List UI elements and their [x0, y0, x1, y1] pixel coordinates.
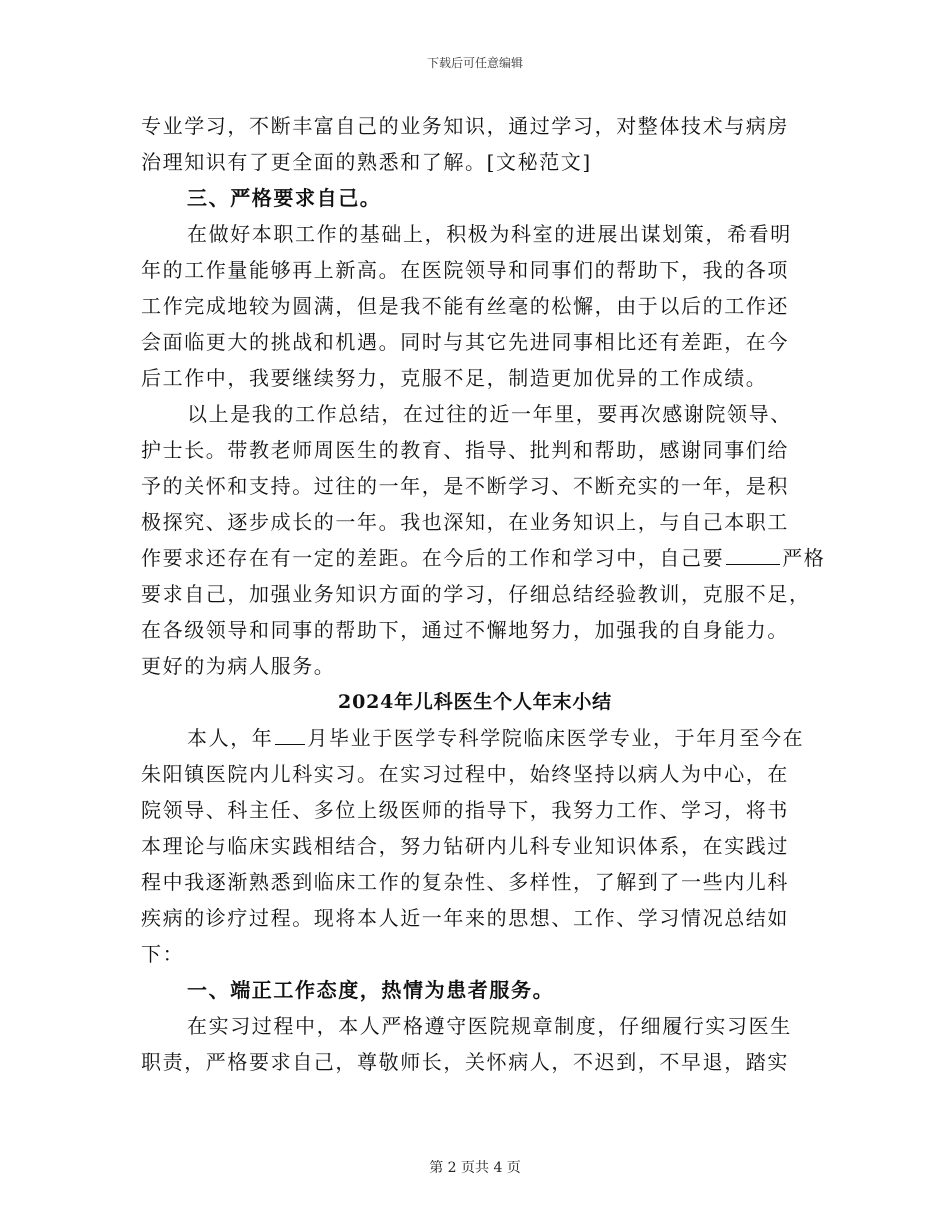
paragraph-line: 疾病的诊疗过程。现将本人近一年来的思想、工作、学习情况总结如: [141, 906, 789, 930]
paragraph-line: 程中我逐渐熟悉到临床工作的复杂性、多样性，了解到了一些内儿科: [141, 870, 789, 894]
paragraph-line: 下：: [141, 942, 185, 966]
line-text: 严格: [782, 546, 826, 570]
paragraph-line: 更好的为病人服务。: [141, 654, 336, 678]
paragraph-line: 护士长。带教老师周医生的教育、指导、批判和帮助，感谢同事们给: [141, 438, 789, 462]
paragraph-line: 后工作中，我要继续努力，克服不足，制造更加优异的工作成绩。: [141, 366, 768, 390]
fill-blank: [726, 544, 780, 565]
document-title: 2024年儿科医生个人年末小结: [338, 691, 612, 713]
paragraph-line: 要求自己，加强业务知识方面的学习，仔细总结经验教训，克服不足，: [141, 582, 811, 606]
paragraph-line: 予的关怀和支持。过往的一年，是不断学习、不断充实的一年，是积: [141, 474, 789, 498]
paragraph-line: 专业学习，不断丰富自己的业务知识，通过学习，对整体技术与病房: [141, 114, 789, 138]
paragraph-line: 极探究、逐步成长的一年。我也深知，在业务知识上，与自己本职工: [141, 510, 789, 534]
paragraph-line: 朱阳镇医院内儿科实习。在实习过程中，始终坚持以病人为中心，在: [141, 762, 789, 786]
paragraph-line: [141, 540, 826, 576]
paragraph-line: 在各级领导和同事的帮助下，通过不懈地努力，加强我的自身能力。: [141, 618, 789, 642]
paragraph-line: [141, 720, 809, 756]
section-heading: 三、严格要求自己。: [187, 186, 382, 210]
line-text: 作要求还存在有一定的差距。在今后的工作和学习中，自己要: [141, 546, 725, 570]
paragraph-line: 本理论与临床实践相结合，努力钻研内儿科专业知识体系，在实践过: [141, 834, 789, 858]
paragraph-line: 职责，严格要求自己，尊敬师长，关怀病人，不迟到，不早退，踏实: [141, 1050, 789, 1074]
paragraph-line: 院领导、科主任、多位上级医师的指导下，我努力工作、学习，将书: [141, 798, 789, 822]
line-text: 本人，年: [187, 726, 274, 750]
paragraph-line: 治理知识有了更全面的熟悉和了解。[文秘范文]: [141, 150, 592, 174]
paragraph-line: 工作完成地较为圆满，但是我不能有丝毫的松懈，由于以后的工作还: [141, 294, 789, 318]
line-text: 月毕业于医学专科学院临床医学专业，于年月至今在: [307, 726, 805, 750]
page-header: 下载后可任意编辑: [426, 56, 523, 70]
fill-blank: [275, 724, 305, 745]
paragraph-line: 在实习过程中，本人严格遵守医院规章制度，仔细履行实习医生: [187, 1014, 792, 1038]
paragraph-line: 会面临更大的挑战和机遇。同时与其它先进同事相比还有差距，在今: [141, 330, 789, 354]
page-footer: 第 2 页共 4 页: [429, 1160, 521, 1176]
section-heading: 一、端正工作态度，热情为患者服务。: [187, 978, 555, 1002]
paragraph-line: 在做好本职工作的基础上，积极为科室的进展出谋划策，希看明: [187, 222, 792, 246]
paragraph-line: 以上是我的工作总结，在过往的近一年里，要再次感谢院领导、: [187, 402, 792, 426]
document-body: [141, 108, 826, 1080]
paragraph-line: 年的工作量能够再上新高。在医院领导和同事们的帮助下，我的各项: [141, 258, 789, 282]
